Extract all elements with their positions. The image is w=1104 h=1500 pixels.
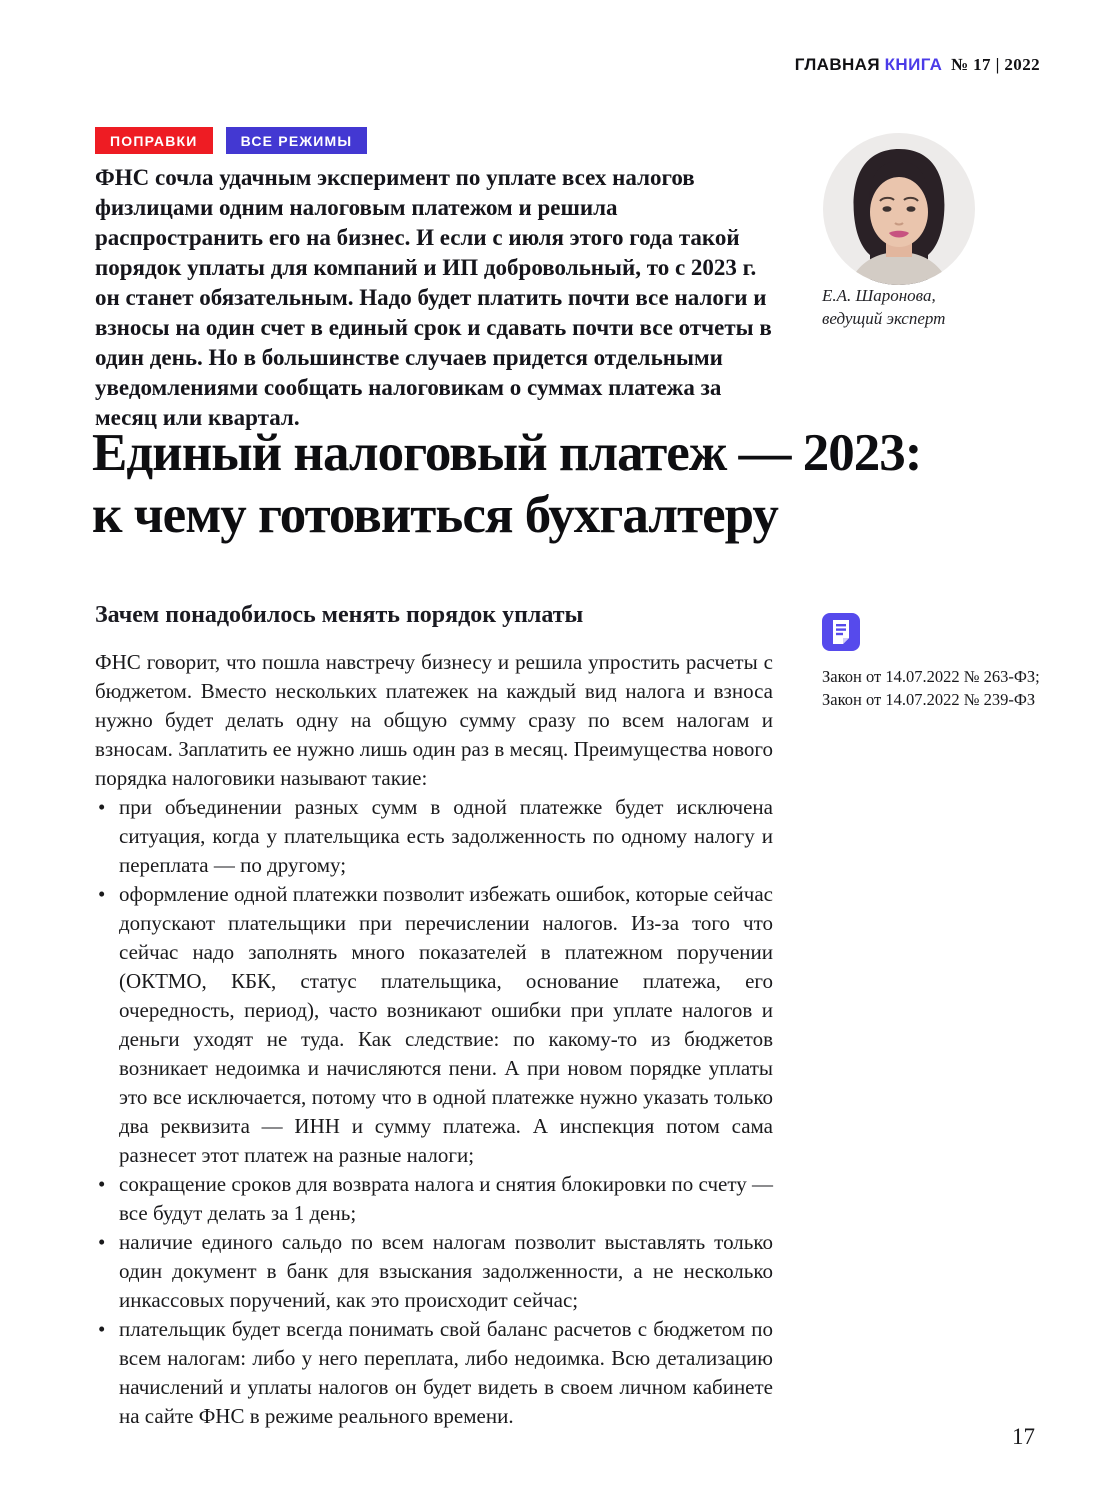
intro-paragraph: ФНС говорит, что пошла навстречу бизнесу и решила упростить расчеты с бюджетом. Вместо нескольких платежек на каждый вид налога и взноса нужно будет делать одну на общую сумму сразу по всем налогам и взносам. Заплатить ее нужно лишь один раз в месяц. Преимущества нового порядка налоговики называют такие: bbox=[95, 650, 773, 790]
masthead-brand-primary: ГЛАВНАЯ bbox=[794, 55, 880, 74]
list-item: • сокращение сроков для возврата налога и снятия блокировки по счету — все будут делать за 1 день; bbox=[95, 1170, 773, 1228]
list-item: • оформление одной платежки позволит избежать ошибок, которые сейчас допускают плательщики при перечислении налогов. Из-за того что сейчас надо заполнять много показателей в платежном поручении (ОКТМО, КБК, статус плательщика, основание платежа, его очередность, период), часто возникают ошибки при уплате налогов и деньги уходят не туда. Как следствие: по какому-то из бюджетов возникает недоимка и начисляются пени. А при новом порядке уплаты это все исключается, потому что в одной платежке нужно указать только два реквизита — ИНН и сумму платежа. А инспекция потом сама разнесет этот платеж на разные налоги; bbox=[95, 880, 773, 1170]
section-heading: Зачем понадобилось менять порядок уплаты bbox=[95, 602, 584, 628]
lead-paragraph: ФНС сочла удачным эксперимент по уплате всех налогов физлицами одним налоговым платежом и решила распространить его на бизнес. И если с июля этого года такой порядок уплаты для компаний и ИП добровольный, то с 2023 г. он станет обязательным. Надо будет платить почти все налоги и взносы на один счет в единый срок и сдавать почти все отчеты в один день. Но в большинстве случаев придется отдельными уведомлениями сообщать налоговикам о суммах платежа за месяц или квартал. bbox=[95, 165, 772, 430]
author-name: Е.А. Шаронова, bbox=[822, 286, 936, 305]
masthead-brand-secondary: КНИГА bbox=[884, 55, 943, 74]
advantages-list bbox=[95, 793, 773, 1431]
author-role: ведущий эксперт bbox=[822, 309, 946, 328]
list-item: • наличие единого сальдо по всем налогам позволит выставлять только один документ в банк для взыскания задолженности, а не несколько инкассовых поручений, как это происходит сейчас; bbox=[95, 1228, 773, 1315]
badge-vse-rezhimy: ВСЕ РЕЖИМЫ bbox=[226, 127, 368, 154]
article-body bbox=[95, 648, 773, 1431]
law-reference-line: Закон от 14.07.2022 № 263-ФЗ; bbox=[822, 667, 1040, 686]
sidebar-law-reference bbox=[822, 613, 1062, 711]
masthead-issue: № 17 | 2022 bbox=[951, 55, 1040, 74]
article-title bbox=[92, 422, 1097, 546]
page-number: 17 bbox=[1012, 1424, 1035, 1449]
author-photo bbox=[823, 133, 975, 285]
masthead bbox=[795, 55, 1040, 75]
list-item: • плательщик будет всегда понимать свой баланс расчетов с бюджетом по всем налогам: либо у него переплата, либо недоимка. Всю детализацию начислений и уплаты налогов он будет видеть в своем личном кабинете на сайте ФНС в режиме реального времени. bbox=[95, 1315, 773, 1431]
law-document-icon bbox=[822, 613, 860, 651]
article-title-line2: к чему готовиться бухгалтеру bbox=[92, 486, 778, 544]
article-title-line1: Единый налоговый платеж — 2023: bbox=[92, 424, 922, 482]
list-item: • при объединении разных сумм в одной платежке будет исключена ситуация, когда у плательщика есть задолженность по одному налогу и переплата — по другому; bbox=[95, 793, 773, 880]
author-caption bbox=[822, 284, 1052, 330]
badge-popravki: ПОПРАВКИ bbox=[95, 127, 213, 154]
rubric-badges bbox=[95, 127, 367, 154]
avatar bbox=[823, 133, 975, 285]
law-reference-line: Закон от 14.07.2022 № 239-ФЗ bbox=[822, 690, 1036, 709]
